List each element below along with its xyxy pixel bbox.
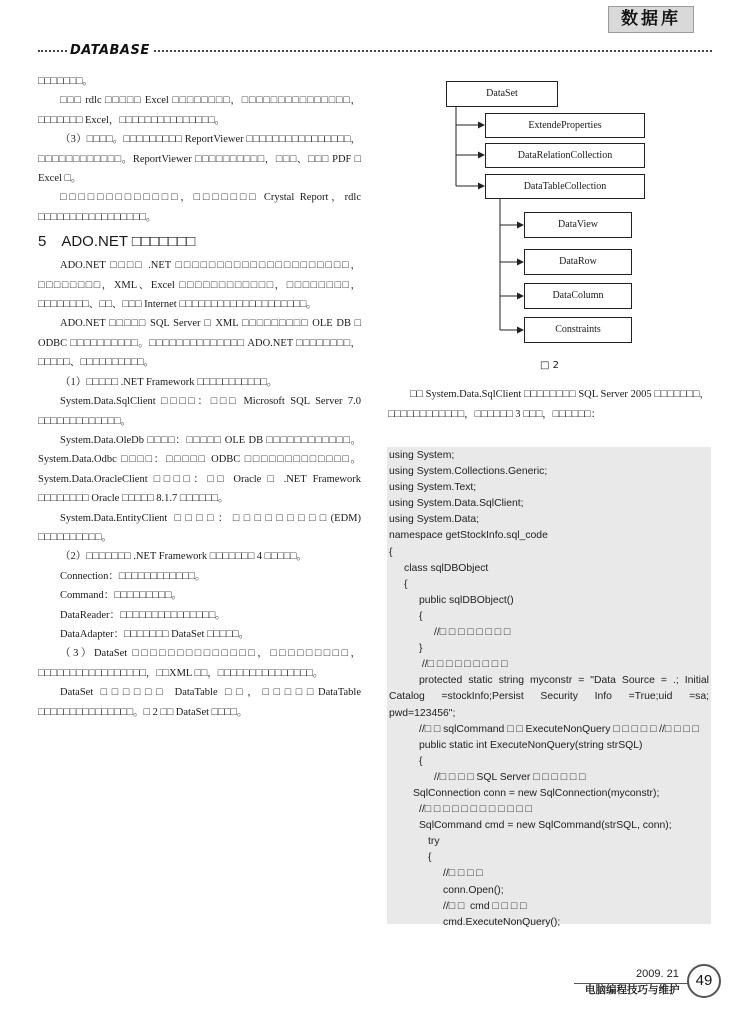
paragraph: DataReader：□□□□□□□□□□□□□□□。 xyxy=(60,609,226,621)
code-line: cmd.ExecuteNonQuery(); xyxy=(443,916,561,928)
code-line: //□ □ cmd □ □ □ □ xyxy=(443,900,527,912)
figure-caption: □ 2 xyxy=(540,360,559,371)
right-column-text xyxy=(388,385,710,424)
code-line: using System.Data.SqlClient; xyxy=(389,498,524,510)
dataset-structure-diagram xyxy=(390,78,710,348)
paragraph: DataSet □□□□□□ DataTable □□，□□□□□DataTable □□□□□□□□□□□□□□□。□ 2 □□ DataSet □□□□。 xyxy=(38,687,361,718)
code-line: using System.Data; xyxy=(389,514,480,526)
paragraph: □□□□□□□。 xyxy=(38,76,93,87)
paragraph: DataAdapter：□□□□□□□ DataSet □□□□□。 xyxy=(60,628,250,640)
page-number: 49 xyxy=(687,964,721,998)
node-extended-properties: ExtendeProperties xyxy=(485,113,645,138)
paragraph: Connection：□□□□□□□□□□□□。 xyxy=(60,570,206,582)
node-data-table-collection: DataTableCollection xyxy=(485,174,645,199)
section-heading: 5 ADO.NET □□□□□□□ xyxy=(38,233,196,251)
code-line: SqlConnection conn = new SqlConnection(myconstr); xyxy=(413,787,660,799)
code-line: { xyxy=(419,610,423,622)
code-line: public static int ExecuteNonQuery(string strSQL) xyxy=(419,739,643,751)
paragraph: □□ System.Data.SqlClient □□□□□□□□ SQL Server 2005 □□□□□□□，□□□□□□□□□□□□，□□□□□□ 3 □□□，□□□□□□： xyxy=(388,389,710,420)
code-line: class sqlDBObject xyxy=(404,562,489,574)
code-line: //□ □ □ □ □ □ □ □ □ □ □ □ xyxy=(419,804,532,816)
node-constraints: Constraints xyxy=(524,317,632,343)
code-line: //□ □ sqlCommand □ □ ExecuteNonQuery □ □ □ □ □ //□ □ □ □ xyxy=(419,723,699,735)
node-data-column: DataColumn xyxy=(524,283,632,309)
code-line: { xyxy=(404,578,408,590)
code-line: //□ □ □ □ □ □ □ □ □ xyxy=(419,659,508,671)
paragraph: （2）□□□□□□□ .NET Framework □□□□□□□ 4 □□□□□。 xyxy=(60,551,307,563)
code-line: namespace getStockInfo.sql_code xyxy=(389,530,548,542)
node-data-relation-collection: DataRelationCollection xyxy=(485,143,645,168)
code-line: { xyxy=(428,852,432,864)
code-line: protected static string myconstr = "Data Source = .; Initial Catalog =stockInfo;Persist Security Info =True;uid =sa; pwd=123456"; xyxy=(389,675,709,719)
paragraph: □□□□□□□□□□□□□，□□□□□□□ Crystal Report，rdlc □□□□□□□□□□□□□□□□□。 xyxy=(38,192,361,223)
code-line: { xyxy=(419,755,423,767)
code-line: //□ □ □ □ □ □ □ □ xyxy=(434,627,511,639)
code-line: //□ □ □ □ xyxy=(443,868,483,880)
paragraph: ADO.NET □□□□ .NET □□□□□□□□□□□□□□□□□□□□□，□□□□□□□□，XML、Excel □□□□□□□□□□□□，□□□□□□□□，□□□□□□□□、□□、□□□ Internet □□□□□□□□□□□□□□□□□□□□。 xyxy=(38,260,361,311)
code-listing xyxy=(387,447,711,928)
code-line: SqlCommand cmd = new SqlCommand(strSQL, conn); xyxy=(419,820,672,832)
section-band-title: DATABASE xyxy=(70,43,150,58)
paragraph: System.Data.OleDb □□□□：□□□□□ OLE DB □□□□□□□□□□□□。System.Data.Odbc □□□□：□□□□□ ODBC □□□□□□□□□□□□□。System.Data.OracleClient □□□□：□□ Oracle □ .NET Framework □□□□□□□□ Oracle □□□□□ 8.1.7 □□□□□□。 xyxy=(38,434,361,505)
node-data-row: DataRow xyxy=(524,249,632,275)
node-dataset: DataSet xyxy=(446,81,558,107)
paragraph: （1）□□□□□ .NET Framework □□□□□□□□□□□。 xyxy=(60,376,278,388)
paragraph: System.Data.SqlClient □□□□：□□□ Microsoft SQL Server 7.0 □□□□□□□□□□□□□。 xyxy=(38,396,361,427)
issue-date: 2009. 21 xyxy=(636,968,679,980)
paragraph: System.Data.EntityClient □□□□：□□□□□□□□□(EDM) □□□□□□□□□□。 xyxy=(38,512,361,543)
paragraph: （3）DataSet □□□□□□□□□□□□□□，□□□□□□□□□，□□□□□□□□□□□□□□□□□，□□XML □□，□□□□□□□□□□□□□□□。 xyxy=(38,648,361,679)
paragraph: （3）□□□□。□□□□□□□□□ ReportViewer □□□□□□□□□□□□□□□□，□□□□□□□□□□□□。ReportViewer □□□□□□□□□□，□□□、□□□ PDF □ Excel □。 xyxy=(38,134,361,185)
code-line: try xyxy=(428,836,440,848)
code-line: public sqlDBObject() xyxy=(419,594,514,606)
code-line: } xyxy=(419,643,423,655)
magazine-name: 电脑编程技巧与维护 xyxy=(585,984,680,996)
code-line: using System.Text; xyxy=(389,482,477,494)
code-lines xyxy=(389,448,709,931)
code-line: using System; xyxy=(389,450,455,461)
code-line: //□ □ □ □ SQL Server □ □ □ □ □ □ xyxy=(434,771,586,783)
paragraph: □□□ rdlc □□□□□ Excel □□□□□□□□，□□□□□□□□□□□□□□□，□□□□□□□ Excel，□□□□□□□□□□□□□□□。 xyxy=(38,95,361,126)
code-line: conn.Open(); xyxy=(443,884,504,896)
left-column-text xyxy=(38,72,361,722)
paragraph: Command：□□□□□□□□□。 xyxy=(60,590,182,602)
category-label: 数据库 xyxy=(608,6,694,33)
node-data-view: DataView xyxy=(524,212,632,238)
code-line: { xyxy=(389,546,393,558)
code-line: using System.Collections.Generic; xyxy=(389,466,548,478)
dotted-rule-right xyxy=(130,50,712,52)
section-band xyxy=(0,43,749,57)
paragraph: ADO.NET □□□□□ SQL Server □ XML □□□□□□□□□ OLE DB □ ODBC □□□□□□□□□□。□□□□□□□□□□□□□□ ADO.NET □□□□□□□□，□□□□□、□□□□□□□□□□。 xyxy=(38,318,361,369)
